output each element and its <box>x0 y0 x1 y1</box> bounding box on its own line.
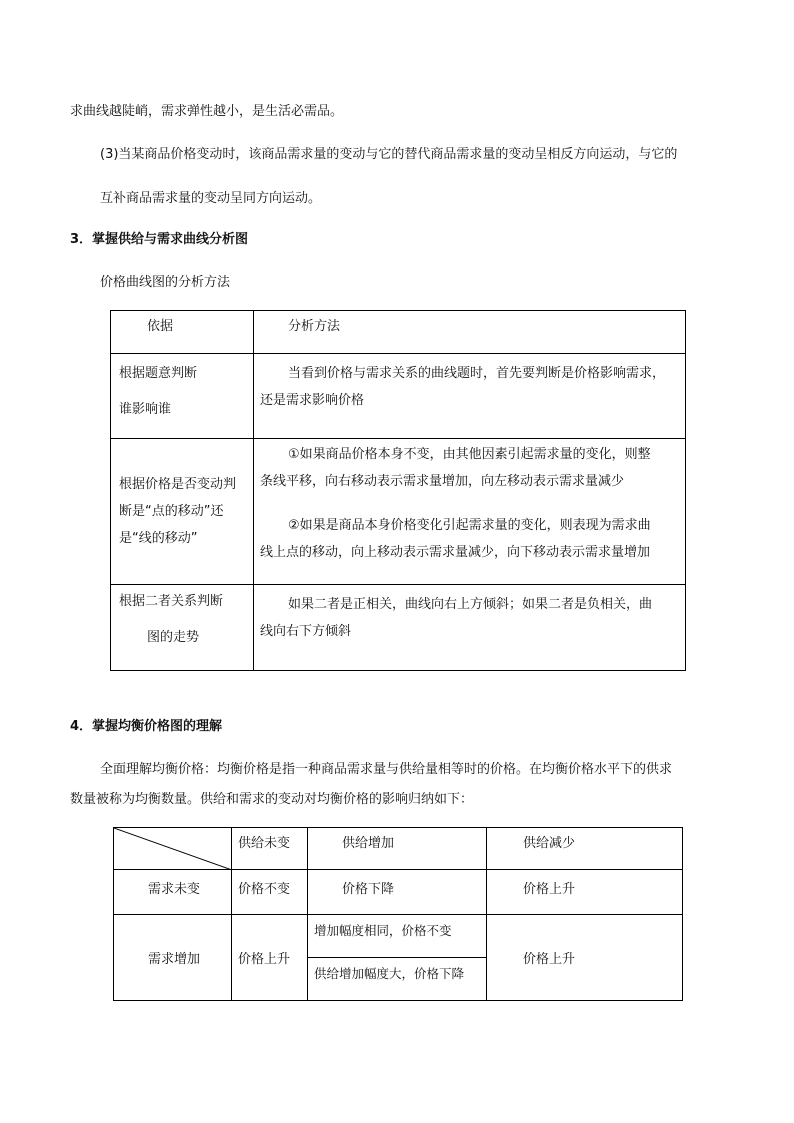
analysis-method-cell <box>254 354 686 439</box>
header-supply-up: 供给增加 <box>308 828 487 870</box>
cell-demand-up-supply-up-b: 供给增加幅度大，价格下降 <box>308 958 487 1001</box>
cell-demand-up-supply-up-a: 增加幅度相同，价格不变 <box>308 915 487 958</box>
analysis-basis-cell <box>111 354 254 439</box>
row-demand-up: 需求增加 <box>114 915 232 1001</box>
cell-demand-same-supply-up: 价格下降 <box>308 870 487 915</box>
basis-text: 根据价格是否变动判 <box>119 477 237 492</box>
analysis-basis-cell <box>111 439 254 585</box>
analysis-header-row <box>111 311 686 354</box>
basis-text: 图的走势 <box>147 630 200 645</box>
section-3-subheading: 价格曲线图的分析方法 <box>100 275 231 290</box>
method-text: ①如果商品价格本身不变，由其他因素引起需求量的变化，则整 <box>288 447 651 462</box>
analysis-method-cell <box>254 439 686 585</box>
diagonal-corner-cell <box>114 828 232 870</box>
method-text: 线上点的移动，向上移动表示需求量减少，向下移动表示需求量增加 <box>260 545 651 560</box>
basis-text: 是“线的移动” <box>119 531 198 546</box>
method-text: 如果二者是正相关，曲线向右上方倾斜；如果二者是负相关，曲 <box>288 597 653 612</box>
section-3-heading: 3．掌握供给与需求曲线分析图 <box>70 232 249 247</box>
header-basis: 依据 <box>111 311 254 354</box>
point-3-line2: 互补商品需求量的变动呈同方向运动。 <box>100 191 322 206</box>
analysis-basis-cell <box>111 585 254 671</box>
method-text: ②如果是商品本身价格变化引起需求量的变化，则表现为需求曲 <box>288 518 651 533</box>
basis-text: 根据题意判断 <box>119 366 198 381</box>
intro-line: 求曲线越陡峭，需求弹性越小，是生活必需品。 <box>70 104 344 119</box>
equilibrium-table <box>113 827 683 1001</box>
equilibrium-row <box>114 870 683 915</box>
point-3-line1: (3)当某商品价格变动时，该商品需求量的变动与它的替代商品需求量的变动呈相反方向运动，与它的 <box>100 147 678 162</box>
section-4-para-line2: 数量被称为均衡数量。供给和需求的变动对均衡价格的影响归纳如下： <box>70 792 474 807</box>
analysis-row <box>111 354 686 439</box>
header-supply-down: 供给减少 <box>487 828 683 870</box>
equilibrium-row <box>114 915 683 958</box>
analysis-row <box>111 439 686 585</box>
method-text: 当看到价格与需求关系的曲线题时，首先要判断是价格影响需求， <box>288 366 666 381</box>
header-supply-same: 供给未变 <box>232 828 308 870</box>
basis-text: 根据二者关系判断 <box>119 594 224 609</box>
basis-text: 谁影响谁 <box>119 402 172 417</box>
section-4-para-line1: 全面理解均衡价格：均衡价格是指一种商品需求量与供给量相等时的价格。在均衡价格水平下的供求 <box>100 762 673 777</box>
basis-text: 断是“点的移动”还 <box>119 504 224 519</box>
analysis-table <box>110 310 686 671</box>
method-text: 条线平移，向右移动表示需求量增加，向左移动表示需求量减少 <box>260 474 625 489</box>
cell-demand-same-supply-same: 价格不变 <box>232 870 308 915</box>
analysis-method-cell <box>254 585 686 671</box>
section-4-heading: 4．掌握均衡价格图的理解 <box>70 719 223 734</box>
diagonal-line <box>114 828 232 870</box>
method-text: 线向右下方倾斜 <box>260 624 352 639</box>
cell-demand-up-supply-down: 价格上升 <box>487 915 683 1001</box>
header-method: 分析方法 <box>254 311 686 354</box>
row-demand-same: 需求未变 <box>114 870 232 915</box>
equilibrium-header-row <box>114 828 683 870</box>
cell-demand-up-supply-same: 价格上升 <box>232 915 308 1001</box>
cell-demand-same-supply-down: 价格上升 <box>487 870 683 915</box>
analysis-row <box>111 585 686 671</box>
method-text: 还是需求影响价格 <box>260 393 365 408</box>
